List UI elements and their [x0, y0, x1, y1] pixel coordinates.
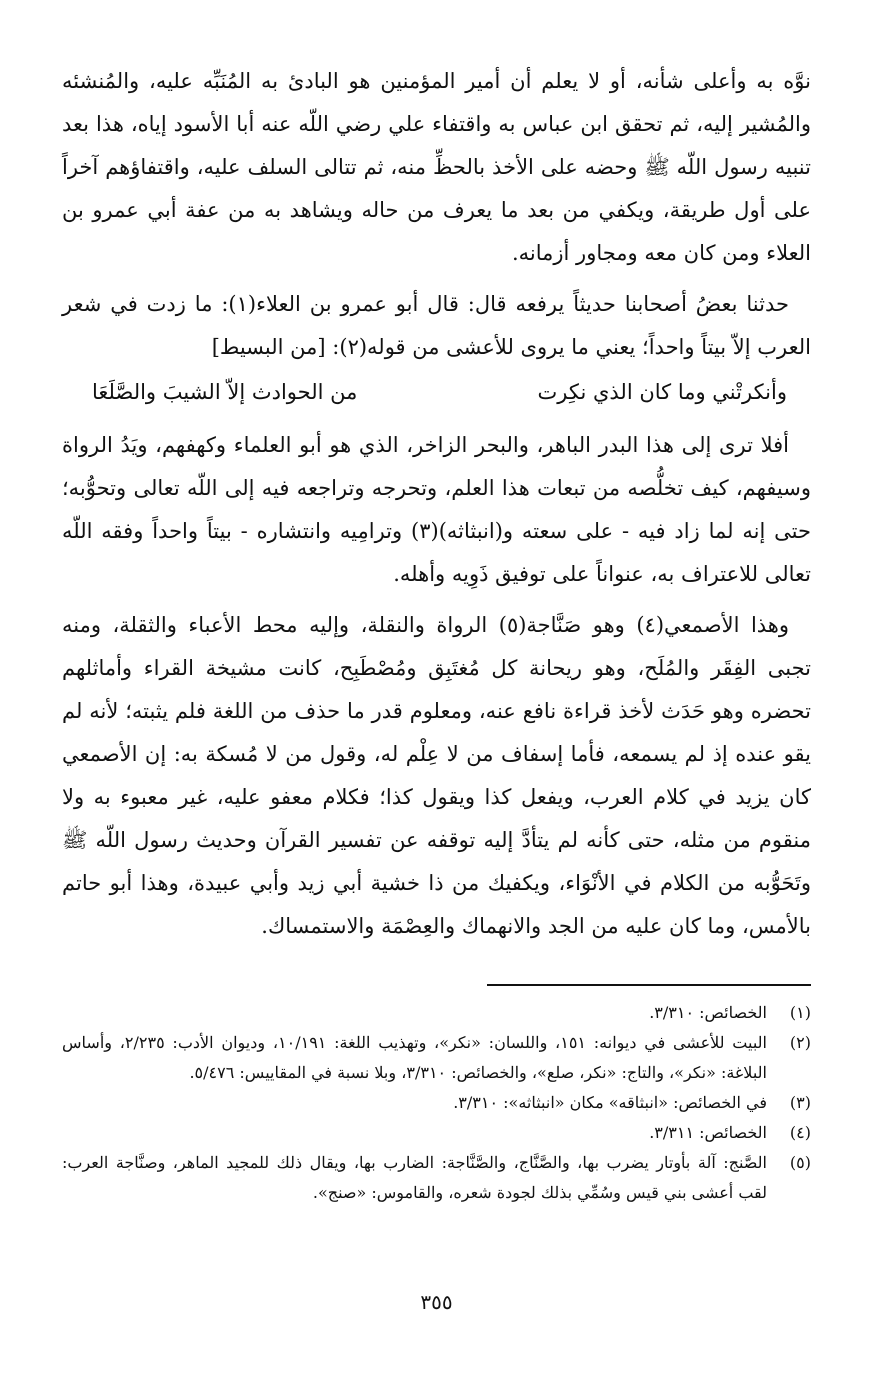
paragraph-3: أفلا ترى إلى هذا البدر الباهر، والبحر الزاخر، الذي هو أبو العلماء وكهفهم، ويَدُ الرواة وسيفهم، كيف تخلُّصه من تبعات هذا العلم، وتحرجه وتراجعه فيه إلى اللّه تعالى وتحوُّبه؛ حتى إنه لما زاد فيه - على سعته و(انبثاثه)(٣) وترامِيه وانتشاره - بيتاً واحداً وفقه اللّه تعالى للاعتراف به، عنواناً على توفيق ذَوِيه وأهله. — [62, 433, 811, 586]
footnote-number: (٤) — [789, 1123, 811, 1142]
footnote-divider — [487, 984, 811, 986]
paragraph-2 — [62, 283, 811, 369]
main-text — [62, 60, 811, 950]
paragraph-4: وهذا الأصمعي(٤) وهو صَنَّاجة(٥) الرواة والنقلة، وإليه محط الأعباء والثقلة، ومنه تجبى الفِقَر والمُلَح، وهو ريحانة كل مُغتَبِق ومُصْطَبِح، كانت مشيخة القراء وأماثلهم تحضره وهو حَدَث لأخذ قراءة نافع عنه، ومعلوم قدر ما حذف من اللغة فلم يثبته؛ لأنه لم يقو عنده إذ لم يسمعه، فأما إسفاف من لا عِلْم له، وقول من لا مُسكة به: إن الأصمعي كان يزيد في كلام العرب، ويفعل كذا ويقول كذا؛ فكلام معفو عليه، غير معبوء به ولا منقوم من مثله، حتى كأنه لم يتأدَّ إليه توقفه عن تفسير القرآن وحديث رسول اللّه ﷺ وتَحَوُّبه من الكلام في الأنْوَاء، ويكفيك من ذا خشية أبي زيد وأبي عبيدة، وهذا أبو حاتم بالأمس، وما كان عليه من الجد والانهماك والعِصْمَة والاستمساك. — [62, 613, 811, 938]
footnote-1 — [62, 998, 811, 1028]
footnote-text: الخصائص: ٣/٣١١. — [649, 1123, 767, 1142]
meter-label: [من البسيط] — [211, 335, 326, 359]
footnote-number: (٢) — [789, 1033, 811, 1052]
footnote-number: (١) — [789, 1003, 811, 1022]
paragraph-2-text: حدثنا بعضُ أصحابنا حديثاً يرفعه قال: قال أبو عمرو بن العلاء(١): ما زدت في شعر العرب إلاّ بيتاً واحداً؛ يعني ما يروى للأعشى من قوله(٢): — [62, 292, 811, 359]
footnote-5 — [62, 1148, 811, 1208]
footnote-number: (٥) — [789, 1153, 811, 1172]
footnotes — [62, 998, 811, 1208]
verse-first-hemistich: وأنكرتْني وما كان الذي نكِرت — [537, 380, 787, 404]
footnote-text: البيت للأعشى في ديوانه: ١٥١، واللسان: «نكر»، وتهذيب اللغة: ١٠/١٩١، وديوان الأدب: ٢/٢٣٥، وأساس البلاغة: «نكر»، والتاج: «نكر، صلع»، والخصائص: ٣/٣١٠، وبلا نسبة في المقاييس: ٥/٤٧٦. — [62, 1033, 767, 1082]
verse-second-hemistich: من الحوادث إلاّ الشيبَ والصَّلَعَا — [92, 380, 358, 404]
footnote-4 — [62, 1118, 811, 1148]
footnote-text: الصَّنج: آلة بأوتار يضرب بها، والصَّنَّاج، والصَّنَّاجة: الضارب بها، ويقال ذلك للمجيد الماهر، وصنَّاجة العرب: لقب أعشى بني قيس وسُمِّي بذلك لجودة شعره، والقاموس: «صنج». — [62, 1153, 767, 1202]
poetry-verse — [62, 371, 811, 414]
page-number: ٣٥٥ — [420, 1290, 453, 1314]
footnote-2 — [62, 1028, 811, 1088]
footnote-number: (٣) — [789, 1093, 811, 1112]
paragraph-1: نوَّه به وأعلى شأنه، أو لا يعلم أن أمير المؤمنين هو البادئ به المُنَبِّه عليه، والمُنشئه والمُشير إليه، ثم تحقق ابن عباس به واقتفاء علي رضي اللّه عنه أبا الأسود إياه، هذا بعد تنبيه رسول اللّه ﷺ وحضه على الأخذ بالحظِّ منه، ثم تتالى السلف عليه، واقتفاؤهم آخراً على أول طريقة، ويكفي من بعد ما يعرف من حاله ويشاهد به من عفة أبي عمرو بن العلاء ومن كان معه ومجاور أزمانه. — [62, 69, 811, 265]
footnote-3 — [62, 1088, 811, 1118]
footnote-text: الخصائص: ٣/٣١٠. — [649, 1003, 767, 1022]
footnote-text: في الخصائص: «انبثاقه» مكان «انبثاثه»: ٣/٣١٠. — [453, 1093, 767, 1112]
